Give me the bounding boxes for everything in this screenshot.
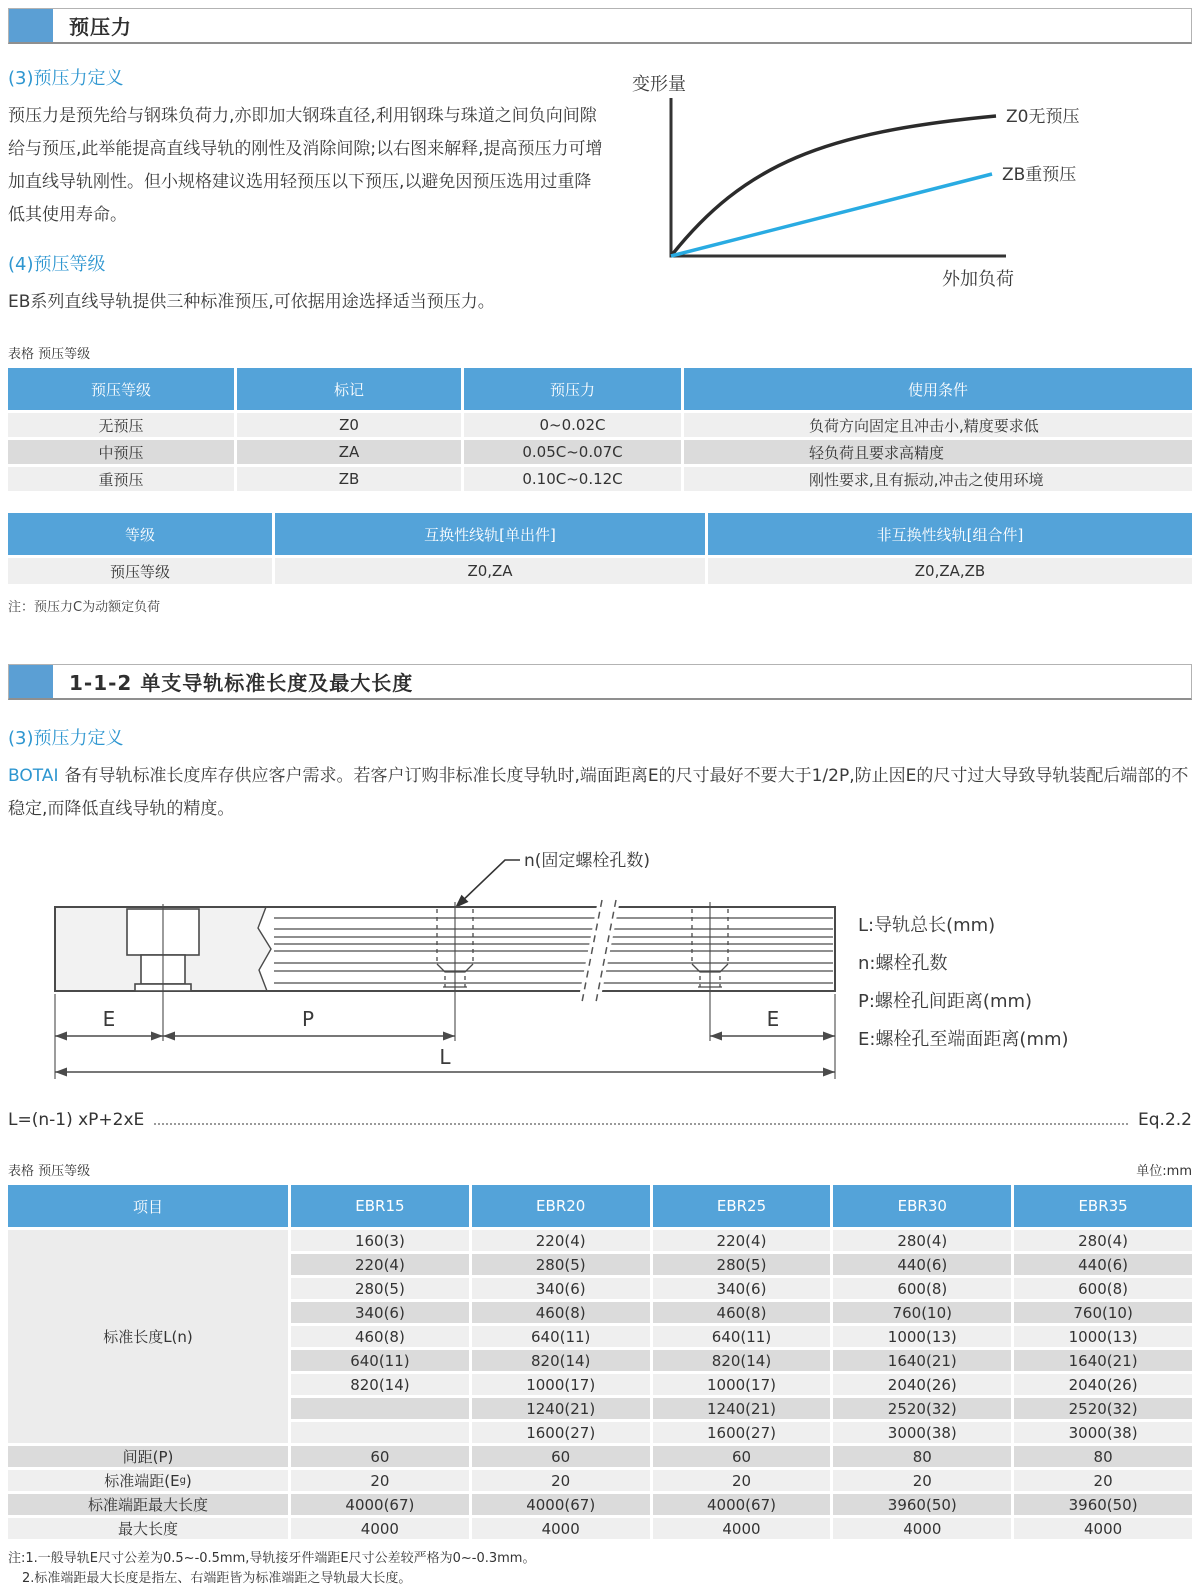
table-cell: 1000(17): [472, 1374, 650, 1395]
table-cell: 640(11): [653, 1326, 831, 1347]
table-cell: 20: [653, 1470, 831, 1491]
chart-xlabel: 外加负荷: [942, 269, 1014, 290]
length-table-unit: 单位:mm: [1136, 1164, 1192, 1179]
brand-text: BOTAI: [8, 766, 59, 786]
table-cell: ZB: [237, 467, 461, 491]
table-cell: [291, 1422, 469, 1443]
column-header: EBR20: [472, 1185, 650, 1227]
column-header: 预压力: [464, 368, 681, 410]
table-cell: 无预压: [8, 413, 234, 437]
formula-row: [8, 1110, 1192, 1130]
intro-text-column: [8, 64, 604, 319]
table-cell: 60: [653, 1446, 831, 1467]
footnote-2: 2.标准端距最大长度是指左、右端距皆为标准端距之导轨最大长度。: [22, 1571, 412, 1586]
table-cell: 1000(17): [653, 1374, 831, 1395]
table-cell: 预压等级: [8, 558, 272, 584]
callout-leader: [458, 860, 520, 905]
formula-eq-number: Eq.2.2: [1138, 1110, 1192, 1130]
table-cell: 4000(67): [291, 1494, 469, 1515]
table-cell: 刚性要求,且有振动,冲击之使用环境: [684, 467, 1192, 491]
table-cell: 3960(50): [833, 1494, 1011, 1515]
length-table: [8, 1185, 1192, 1539]
table-cell: 轻负荷且要求高精度: [684, 440, 1192, 464]
preload-table-caption: 表格 预压等级: [8, 347, 91, 362]
table-cell: 820(14): [653, 1350, 831, 1371]
column-header: EBR35: [1014, 1185, 1192, 1227]
table-cell: 80: [1014, 1446, 1192, 1467]
table-cell: 280(4): [1014, 1230, 1192, 1251]
table-cell: 80: [833, 1446, 1011, 1467]
table-cell: 460(8): [472, 1302, 650, 1323]
column-header: 预压等级: [8, 368, 234, 410]
table-cell: 1240(21): [472, 1398, 650, 1419]
zb-line-label: ZB重预压: [1002, 165, 1077, 185]
table-cell: 0~0.02C: [464, 413, 681, 437]
table-cell: 20: [291, 1470, 469, 1491]
rail-diagram-wrap: [8, 834, 1192, 1098]
table-cell: 340(6): [291, 1302, 469, 1323]
accent-square: [9, 665, 53, 698]
preload-def-paragraph: 预压力是预先给与钢珠负荷力,亦即加大钢珠直径,利用钢珠与珠道之间负向间隙给与预压,此举能提高直线导轨的刚性及消除间隙;以右图来解释,提高预压力可增加直线导轨刚性。但小规格建议选用轻预压以下预压,以避免因预压选用过重降低其使用寿命。: [8, 106, 603, 225]
table-cell: 1240(21): [653, 1398, 831, 1419]
table-cell: 600(8): [833, 1278, 1011, 1299]
column-header: 非互换性线轨[组合件]: [708, 513, 1192, 555]
table-cell: Z0: [237, 413, 461, 437]
accent-square: [9, 9, 53, 42]
table-cell: 340(6): [472, 1278, 650, 1299]
section-title-length: 1-1-2 单支导轨标准长度及最大长度: [69, 671, 414, 695]
table-cell: 2040(26): [833, 1374, 1011, 1395]
table-cell: 280(5): [291, 1278, 469, 1299]
footnotes: [8, 1549, 1192, 1589]
dim-p-label: P: [301, 1007, 315, 1031]
table-cell: 20: [833, 1470, 1011, 1491]
rail-profile-lines: [274, 918, 833, 983]
table-cell: 4000(67): [653, 1494, 831, 1515]
table-cell: 4000: [291, 1518, 469, 1539]
table-cell: 340(6): [653, 1278, 831, 1299]
table-cell: 1600(27): [653, 1422, 831, 1443]
row-label: 间距(P): [8, 1446, 288, 1467]
diagram-legend: [858, 915, 1069, 1050]
page-title: 预压力: [69, 15, 132, 39]
table-cell: 460(8): [291, 1326, 469, 1347]
table-cell: 3960(50): [1014, 1494, 1192, 1515]
table-cell: 60: [291, 1446, 469, 1467]
table-cell: 2040(26): [1014, 1374, 1192, 1395]
preload-deflection-chart: [614, 64, 1174, 304]
section-header-length: [8, 664, 1192, 700]
table-cell: 20: [1014, 1470, 1192, 1491]
table-cell: 1640(21): [1014, 1350, 1192, 1371]
formula-text: L=(n-1) xP+2xE: [8, 1110, 145, 1130]
chart-column: [604, 64, 1192, 319]
table-cell: 820(14): [472, 1350, 650, 1371]
table-cell: 4000: [1014, 1518, 1192, 1539]
column-header: 互换性线轨[单出件]: [275, 513, 705, 555]
table-cell: 600(8): [1014, 1278, 1192, 1299]
table-cell: 280(5): [472, 1254, 650, 1275]
row-label: 最大长度: [8, 1518, 288, 1539]
table-cell: 2520(32): [833, 1398, 1011, 1419]
length-table-caption: 表格 预压等级: [8, 1164, 91, 1179]
table-cell: Z0,ZA: [275, 558, 705, 584]
table-cell: 4000: [653, 1518, 831, 1539]
table-cell: 280(4): [833, 1230, 1011, 1251]
table-cell: 220(4): [472, 1230, 650, 1251]
table-cell: 1000(13): [1014, 1326, 1192, 1347]
subscript: g: [179, 1475, 186, 1486]
table-cell: 220(4): [653, 1230, 831, 1251]
column-header: EBR30: [833, 1185, 1011, 1227]
table-cell: 280(5): [653, 1254, 831, 1275]
preload-grade-heading: (4)预压等级: [8, 254, 106, 275]
table-cell: 4000(67): [472, 1494, 650, 1515]
legend-line-e: E:螺栓孔至端面距离(mm): [858, 1029, 1069, 1050]
table-cell: 2520(32): [1014, 1398, 1192, 1419]
length-def-paragraph: [8, 760, 1192, 826]
legend-line-l: L:导轨总长(mm): [858, 915, 996, 936]
length-def-body: 备有导轨标准长度库存供应客户需求。若客户订购非标准长度导轨时,端面距离E的尺寸最好不要大于1/2P,防止因E的尺寸过大导致导轨装配后端部的不稳定,而降低直线导轨的精度。: [8, 766, 1189, 819]
merged-row-label: 标准长度L(n): [8, 1230, 288, 1443]
column-header: 等级: [8, 513, 272, 555]
table-cell: ZA: [237, 440, 461, 464]
preload-def-heading: (3)预压力定义: [8, 68, 124, 89]
table-cell: 3000(38): [833, 1422, 1011, 1443]
table-cell: 820(14): [291, 1374, 469, 1395]
table-cell: 60: [472, 1446, 650, 1467]
dim-e-right-label: E: [766, 1007, 780, 1031]
table-cell: 20: [472, 1470, 650, 1491]
table-cell: 4000: [472, 1518, 650, 1539]
grade-table: [8, 513, 1192, 584]
length-def-heading: (3)预压力定义: [8, 728, 124, 749]
table-cell: 1640(21): [833, 1350, 1011, 1371]
preload-table: [8, 368, 1192, 491]
zb-line: [671, 174, 992, 256]
column-header: EBR25: [653, 1185, 831, 1227]
column-header: EBR15: [291, 1185, 469, 1227]
grade-table-note: 注：预压力C为动额定负荷: [8, 600, 161, 615]
table-cell: 440(6): [1014, 1254, 1192, 1275]
table-cell: 640(11): [291, 1350, 469, 1371]
table-cell: 4000: [833, 1518, 1011, 1539]
table-cell: 0.10C~0.12C: [464, 467, 681, 491]
column-header: 使用条件: [684, 368, 1192, 410]
table-cell: 640(11): [472, 1326, 650, 1347]
column-header: 项目: [8, 1185, 288, 1227]
bolt-hole-callout: n(固定螺栓孔数): [524, 851, 651, 871]
table-cell: 460(8): [653, 1302, 831, 1323]
row-label: 标准端距最大长度: [8, 1494, 288, 1515]
table-cell: 160(3): [291, 1230, 469, 1251]
table-cell: 760(10): [833, 1302, 1011, 1323]
table-cell: 220(4): [291, 1254, 469, 1275]
table-cell: 重预压: [8, 467, 234, 491]
footnote-1: 注:1.一般导轨E尺寸公差为0.5~-0.5mm,导轨接牙件端距E尺寸公差较严格为0~-0.3mm。: [8, 1551, 536, 1566]
table-cell: [291, 1398, 469, 1419]
legend-line-p: P:螺栓孔间距离(mm): [858, 991, 1033, 1012]
row-label: 标准端距(E g ): [8, 1470, 288, 1491]
section-header-preload: [8, 8, 1192, 44]
table-cell: 中预压: [8, 440, 234, 464]
chart-ylabel: 变形量: [632, 74, 686, 95]
dim-l-label: L: [439, 1045, 451, 1069]
table-cell: 440(6): [833, 1254, 1011, 1275]
dotted-leader: [154, 1123, 1128, 1125]
table-cell: 1600(27): [472, 1422, 650, 1443]
z0-curve-label: Z0无预压: [1006, 107, 1080, 127]
dim-e-left-label: E: [102, 1007, 116, 1031]
legend-line-n: n:螺栓孔数: [858, 953, 948, 974]
table-cell: Z0,ZA,ZB: [708, 558, 1192, 584]
table-cell: 3000(38): [1014, 1422, 1192, 1443]
preload-grade-paragraph: EB系列直线导轨提供三种标准预压,可依据用途选择适当预压力。: [8, 292, 495, 312]
table-cell: 1000(13): [833, 1326, 1011, 1347]
table-cell: 760(10): [1014, 1302, 1192, 1323]
rail-diagram: [8, 834, 1192, 1094]
intro-section: [8, 64, 1192, 319]
table-cell: 负荷方向固定且冲击小,精度要求低: [684, 413, 1192, 437]
table-cell: 0.05C~0.07C: [464, 440, 681, 464]
column-header: 标记: [237, 368, 461, 410]
